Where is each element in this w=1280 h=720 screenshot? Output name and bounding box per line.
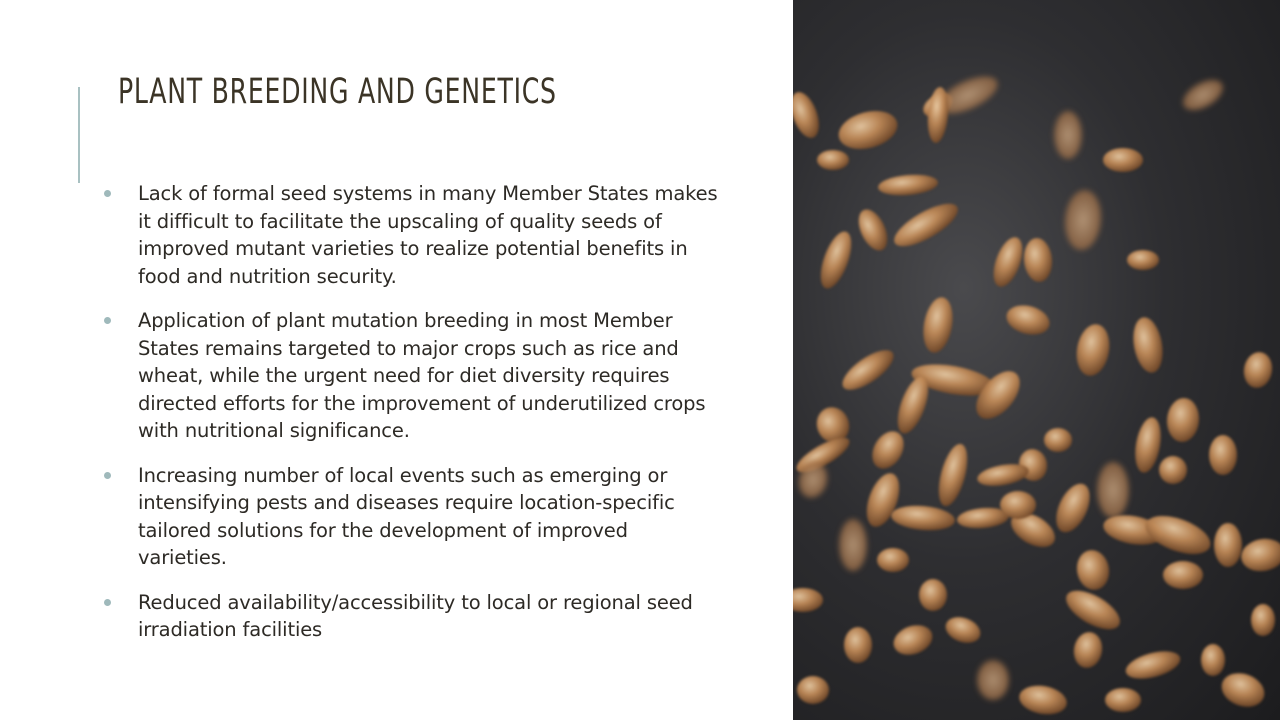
seed-shape [1044,428,1072,452]
seed-shape [942,613,984,648]
seed-shape [853,205,893,255]
seed-shape [1251,604,1275,636]
seed-shape [793,88,824,141]
seed-shape [1214,523,1242,567]
seed-shape [1017,682,1069,718]
seed-shape [877,172,939,197]
bullet-item [100,307,720,445]
bullet-item [100,589,720,644]
bullet-item [100,180,720,290]
seed-shape [1165,397,1201,444]
seed-shape [889,620,936,660]
seed-shape [1239,535,1280,574]
seed-shape [1123,646,1183,684]
seed-shape [919,295,956,355]
seed-shape [977,660,1009,700]
seed-shape [1000,491,1036,519]
seed-shape [844,627,872,663]
seed-shape [1201,644,1225,676]
bullet-text: Lack of formal seed systems in many Member States makes it difficult to facilitate the upscaling of quality seeds of improved mutant varieties to realize potential benefits in food and nutrition security. [138,182,718,288]
seed-shape [877,548,909,572]
bullet-dot-icon [104,317,111,324]
seed-shape [1217,667,1269,712]
seed-shape [1129,315,1166,375]
seed-shape [1159,456,1187,484]
seed-shape [1105,688,1141,712]
seed-shape [1127,250,1159,270]
seed-shape [988,233,1028,290]
bullet-text: Increasing number of local events such as emerging or intensifying pests and diseases require location-specific tailored solutions for the development of improved varieties. [138,463,675,569]
seed-shape [1049,479,1096,538]
seed-shape [888,196,963,255]
seed-shape [1163,561,1203,589]
bullet-text: Reduced availability/accessibility to local or regional seed irradiation facilities [138,590,693,641]
bullet-dot-icon [104,599,111,606]
seed-shape [817,150,849,170]
title-accent-bar [78,87,80,183]
seed-shape [1062,189,1103,252]
seed-shape [1097,462,1129,518]
bullet-dot-icon [104,472,111,479]
seed-shape [834,105,901,155]
seed-shape [837,343,900,397]
bullet-list [100,180,720,661]
seed-shape [1178,74,1228,117]
seeds-photo [793,0,1280,720]
seed-shape [839,519,867,571]
seed-shape [1209,435,1237,475]
seed-shape [1241,350,1275,390]
seed-shape [1003,301,1053,339]
seed-shape [1103,148,1143,172]
seed-shape [919,579,947,611]
bullet-text: Application of plant mutation breeding in most Member States remains targeted to major crops such as rice and wheat, while the urgent need for diet diversity requires directed efforts for the improvement of underutilized crops with nutritional significance. [138,309,706,442]
seed-shape [933,441,973,509]
seed-shape [1074,548,1112,593]
slide-title: PLANT BREEDING AND GENETICS [118,72,557,112]
seed-shape [814,228,857,293]
seed-shape [797,676,829,704]
bullet-item [100,462,720,572]
seed-shape [793,588,823,612]
bullet-dot-icon [104,190,111,197]
seed-shape [1141,508,1216,561]
seed-shape [1073,322,1114,379]
seed-shape [890,503,956,532]
seed-shape [1060,583,1126,637]
seed-shape [1071,630,1105,670]
seeds-falling-icon [793,0,1280,720]
seed-shape [1054,111,1082,159]
seed-shape [1022,237,1054,283]
